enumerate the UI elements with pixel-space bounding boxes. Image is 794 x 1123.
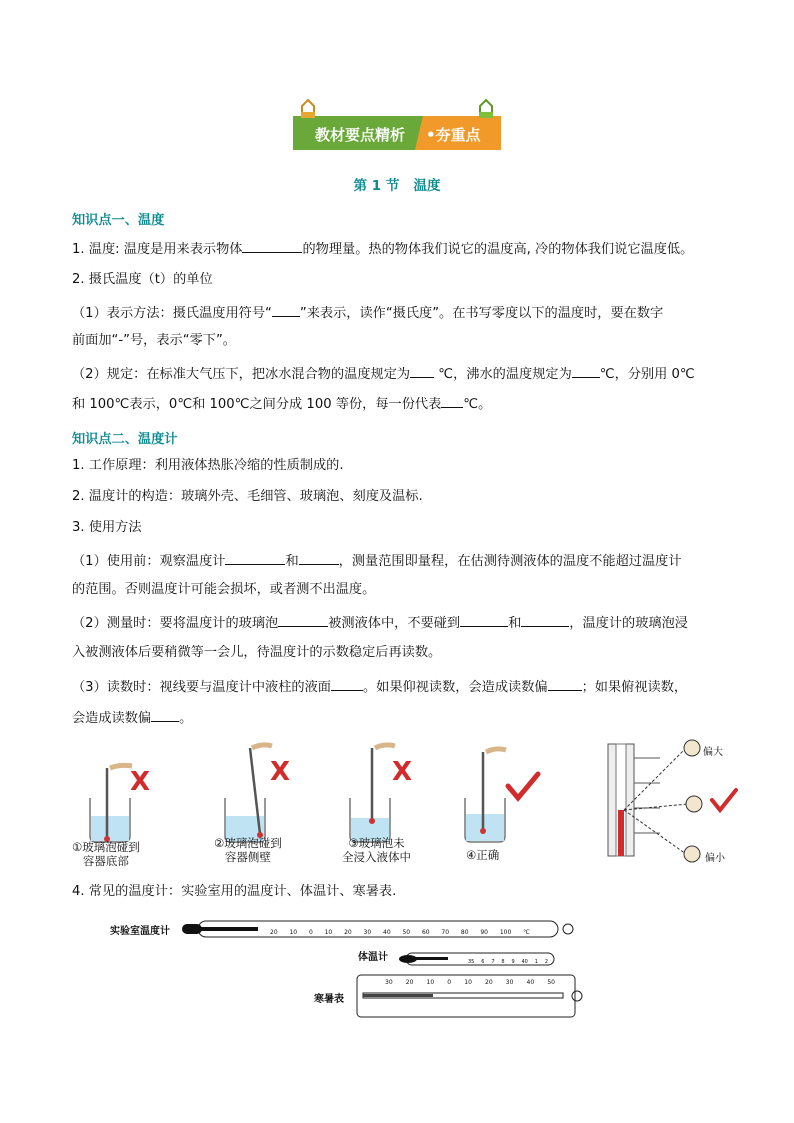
lab-thermometer [180,918,576,940]
banner-right-text: •夯重点 [426,126,481,144]
body-thermometer-label: 体温计 [358,952,388,963]
body-tick-labels: 35 6 7 8 9 40 1 2 [468,959,548,965]
clip-icon [299,98,317,120]
kp2-line1: 1. 工作原理：利用液体热胀冷缩的性质制成的. [72,458,344,473]
lab-thermometer-label: 实验室温度计 [110,926,170,937]
kp1-line4: 前面加“-”号，表示“零下”。 [72,333,236,348]
figure-bulb-not-submerged [350,745,412,842]
figure-bulb-touches-side [225,745,290,842]
eye-low-label: 偏小 [705,853,725,864]
body-thermometer [398,950,558,970]
figure-correct-usage [465,749,538,842]
kp2-line6: （2）测量时：要将温度计的玻璃泡 被测液体中，不要碰到 和 ，温度计的玻璃泡浸 [72,612,688,634]
caption-2: ②玻璃泡碰到 容器侧壁 [214,836,282,864]
kp1-line2: 2. 摄氏温度（t）的单位 [72,272,213,287]
eye-high-label: 偏大 [703,747,723,758]
kp2-line8: （3）读数时：视线要与温度计中液柱的液面 。如果仰视读数，会造成读数偏 ；如果俯视读数， [72,676,687,698]
kp2-line9: 会造成读数偏 。 [72,707,192,729]
kp1-heading: 知识点一、温度 [72,213,165,228]
svg-text:X: X [270,757,291,787]
weather-thermometer-label: 寒暑表 [314,994,344,1005]
section-title: 第 1 节 温度 [353,178,441,194]
kp1-line6: 和 100℃表示，0℃和 100℃之间分成 100 等份，每一份代表 ℃。 [72,393,491,415]
kp1-line5: （2）规定：在标准大气压下，把冰水混合物的温度规定为 ℃，沸水的温度规定为 ℃，分别用 0℃ [72,363,695,385]
svg-text:X: X [130,767,151,797]
section-banner [293,116,501,150]
caption-3: ③玻璃泡未 全浸入液体中 [342,836,411,864]
figure-reading-angle [608,740,736,862]
caption-4: ④正确 [466,848,500,862]
weather-tick-labels-top: 30 20 10 0 10 20 30 40 50 [385,979,555,986]
figure-bulb-touches-bottom [90,765,150,842]
kp1-line1: 1. 温度: 温度是用来表示物体 的物理量。热的物体我们说它的温度高, 冷的物体我们说它温度低。 [72,238,693,260]
banner-left-text: 教材要点精析 [315,126,406,144]
kp2-heading: 知识点二、温度计 [72,432,178,447]
common-thermometers-line: 4. 常见的温度计：实验室用的温度计、体温计、寒暑表. [72,884,397,899]
kp2-line5: 的范围。否则温度计可能会损坏，或者测不出温度。 [72,582,376,597]
kp2-line4: （1）使用前：观察温度计 和 ，测量范围即量程，在估测待测液体的温度不能超过温度计 [72,550,682,572]
kp2-line3: 3. 使用方法 [72,520,142,535]
svg-text:X: X [392,757,413,787]
kp2-line2: 2. 温度计的构造：玻璃外壳、毛细管、玻璃泡、刻度及温标. [72,489,423,504]
caption-1: ①玻璃泡碰到 容器底部 [72,840,140,868]
clip-icon [477,98,495,120]
kp1-line3: （1）表示方法：摄氏温度用符号“ ”来表示，读作“摄氏度”。在书写零度以下的温度时，要在数字 [72,302,663,324]
lab-tick-labels: 20 10 0 10 20 30 40 50 60 70 80 90 100 ℃ [270,929,530,936]
kp2-line7: 入被测液体后要稍微等一会儿，待温度计的示数稳定后再读数。 [72,645,442,660]
weather-thermometer [355,973,587,1019]
